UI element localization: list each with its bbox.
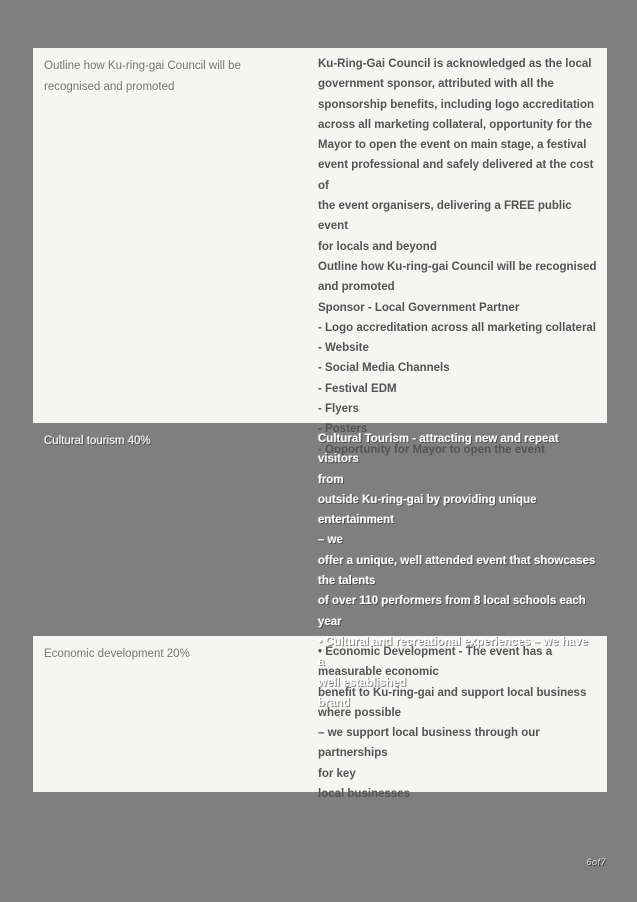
text-line: and promoted xyxy=(318,281,395,294)
text-line: benefit to Ku-ring-gai and support local business xyxy=(318,686,587,699)
row-content-economic-development xyxy=(310,636,607,801)
text-line: - Logo accreditation across all marketing collateral xyxy=(318,321,597,334)
text-line: • Economic Development - The event has a xyxy=(318,646,553,658)
text-line: - Festival EDM xyxy=(318,382,397,395)
text-line: Ku-Ring-Gai Council is acknowledged as the local xyxy=(318,58,592,70)
text-line: – we xyxy=(318,534,343,547)
text-line: for locals and beyond xyxy=(318,240,437,253)
text-line: – we support local business through our partnerships xyxy=(318,727,543,760)
text-line: Outline how Ku-ring-gai Council will be recognised xyxy=(318,260,597,273)
sponsorship-table xyxy=(33,48,607,801)
row-label-cultural-tourism: Cultural tourism 40% xyxy=(44,435,151,447)
row-label-recognition: Outline how Ku-ring-gai Council will be recognised and promoted xyxy=(44,60,241,93)
text-line: across all marketing collateral, opportunity for the xyxy=(318,118,593,131)
text-line: event professional and safely delivered at the cost of xyxy=(318,159,597,192)
text-line: well established xyxy=(318,676,407,689)
text-line: where possible xyxy=(318,706,402,719)
text-line: for key xyxy=(318,767,356,780)
text-line: the talents xyxy=(318,575,376,588)
text-line: of over 110 performers from 8 local schools each year xyxy=(318,595,590,628)
text-line: government sponsor, attributed with all the xyxy=(318,78,554,91)
table-row-economic-development[interactable] xyxy=(33,636,607,801)
text-line: brand xyxy=(318,696,350,709)
text-line: outside Ku-ring-gai by providing unique entertainment xyxy=(318,493,540,527)
text-line: • Cultural and recreational experiences – we have a xyxy=(318,635,592,669)
row-label-economic-development: Economic development 20% xyxy=(44,648,190,660)
text-line: Cultural Tourism - attracting new and repeat visitors xyxy=(318,433,562,466)
text-line: - Flyers xyxy=(318,403,359,416)
text-line: - Posters xyxy=(318,423,368,436)
text-line: - Opportunity for Mayor to open the event xyxy=(318,443,545,456)
text-line: - Social Media Channels xyxy=(318,362,450,375)
text-line: from xyxy=(318,473,344,486)
text-line: offer a unique, well attended event that showcases xyxy=(318,554,596,567)
text-line: sponsorship benefits, including logo accreditation xyxy=(318,98,595,111)
text-line: local businesses xyxy=(318,788,411,801)
page-footer-note: 6of7 xyxy=(586,857,606,867)
text-line: - Website xyxy=(318,342,369,355)
text-line: the event organisers, delivering a FREE public event xyxy=(318,200,575,233)
text-line: Mayor to open the event on main stage, a festival xyxy=(318,139,587,152)
text-line: measurable economic xyxy=(318,666,439,679)
text-line: Sponsor - Local Government Partner xyxy=(318,301,520,314)
